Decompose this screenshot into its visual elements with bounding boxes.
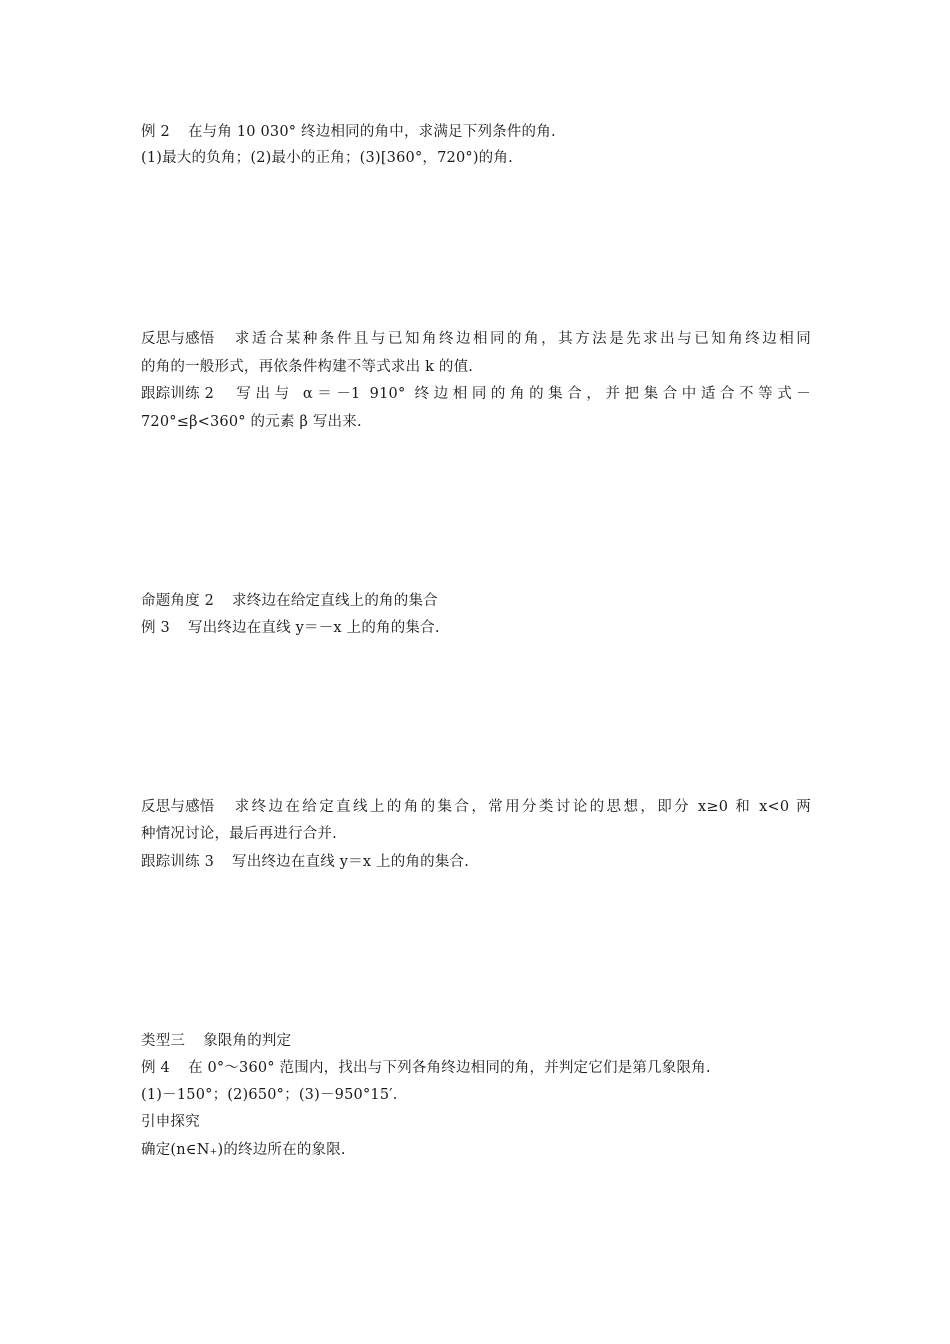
extension-label: 引申探究 xyxy=(141,1114,200,1130)
reflection-1-line-1 xyxy=(141,329,811,349)
topic-2 xyxy=(141,591,438,611)
example-2-text: 在与角 10 030° 终边相同的角中，求满足下列条件的角. xyxy=(187,124,556,140)
example-4-parts: (1)－150°；(2)650°；(3)－950°15′. xyxy=(141,1087,398,1103)
example-3-label: 例 3 xyxy=(141,620,170,636)
type-3-heading xyxy=(141,1031,291,1051)
practice-3-label: 跟踪训练 3 xyxy=(141,854,215,870)
practice-2-label: 跟踪训练 2 xyxy=(141,386,215,402)
example-4-label: 例 4 xyxy=(141,1060,170,1076)
reflection-2-line-1 xyxy=(141,797,811,817)
example-2-label: 例 2 xyxy=(141,124,170,140)
practice-2-line-1 xyxy=(141,384,811,404)
practice-3-text: 写出终边在直线 y＝x 上的角的集合. xyxy=(232,854,470,870)
type-3-text: 象限角的判定 xyxy=(203,1033,292,1049)
topic-2-label: 命题角度 2 xyxy=(141,593,215,609)
example-3-text: 写出终边在直线 y＝－x 上的角的集合. xyxy=(187,620,440,636)
example-3 xyxy=(141,618,440,638)
example-4-text: 在 0°～360° 范围内，找出与下列各角终边相同的角，并判定它们是第几象限角. xyxy=(187,1060,711,1076)
reflection-1-label: 反思与感悟 xyxy=(141,331,215,347)
reflection-2-line-2: 种情况讨论，最后再进行合并. xyxy=(141,826,337,842)
example-4 xyxy=(141,1058,711,1078)
extension-text: 确定(n∈N₊)的终边所在的象限. xyxy=(141,1142,346,1158)
example-2-parts: (1)最大的负角；(2)最小的正角；(3)[360°，720°)的角. xyxy=(141,150,513,166)
reflection-1-line-2: 的角的一般形式，再依条件构建不等式求出 k 的值. xyxy=(141,359,474,375)
reflection-2-text-1: 求终边在给定直线上的角的集合，常用分类讨论的思想，即分 x≥0 和 x<0 两 xyxy=(232,799,811,815)
practice-2-text-1: 写出与 α＝－1 910° 终边相同的角的集合，并把集合中适合不等式－ xyxy=(232,386,811,402)
type-3-label: 类型三 xyxy=(141,1033,186,1049)
practice-2-line-2: 720°≤β<360° 的元素 β 写出来. xyxy=(141,414,362,430)
reflection-1-text-1: 求适合某种条件且与已知角终边相同的角，其方法是先求出与已知角终边相同 xyxy=(232,331,811,347)
example-2 xyxy=(141,122,556,142)
reflection-2-label: 反思与感悟 xyxy=(141,799,215,815)
topic-2-text: 求终边在给定直线上的角的集合 xyxy=(232,593,438,609)
practice-3 xyxy=(141,852,469,872)
